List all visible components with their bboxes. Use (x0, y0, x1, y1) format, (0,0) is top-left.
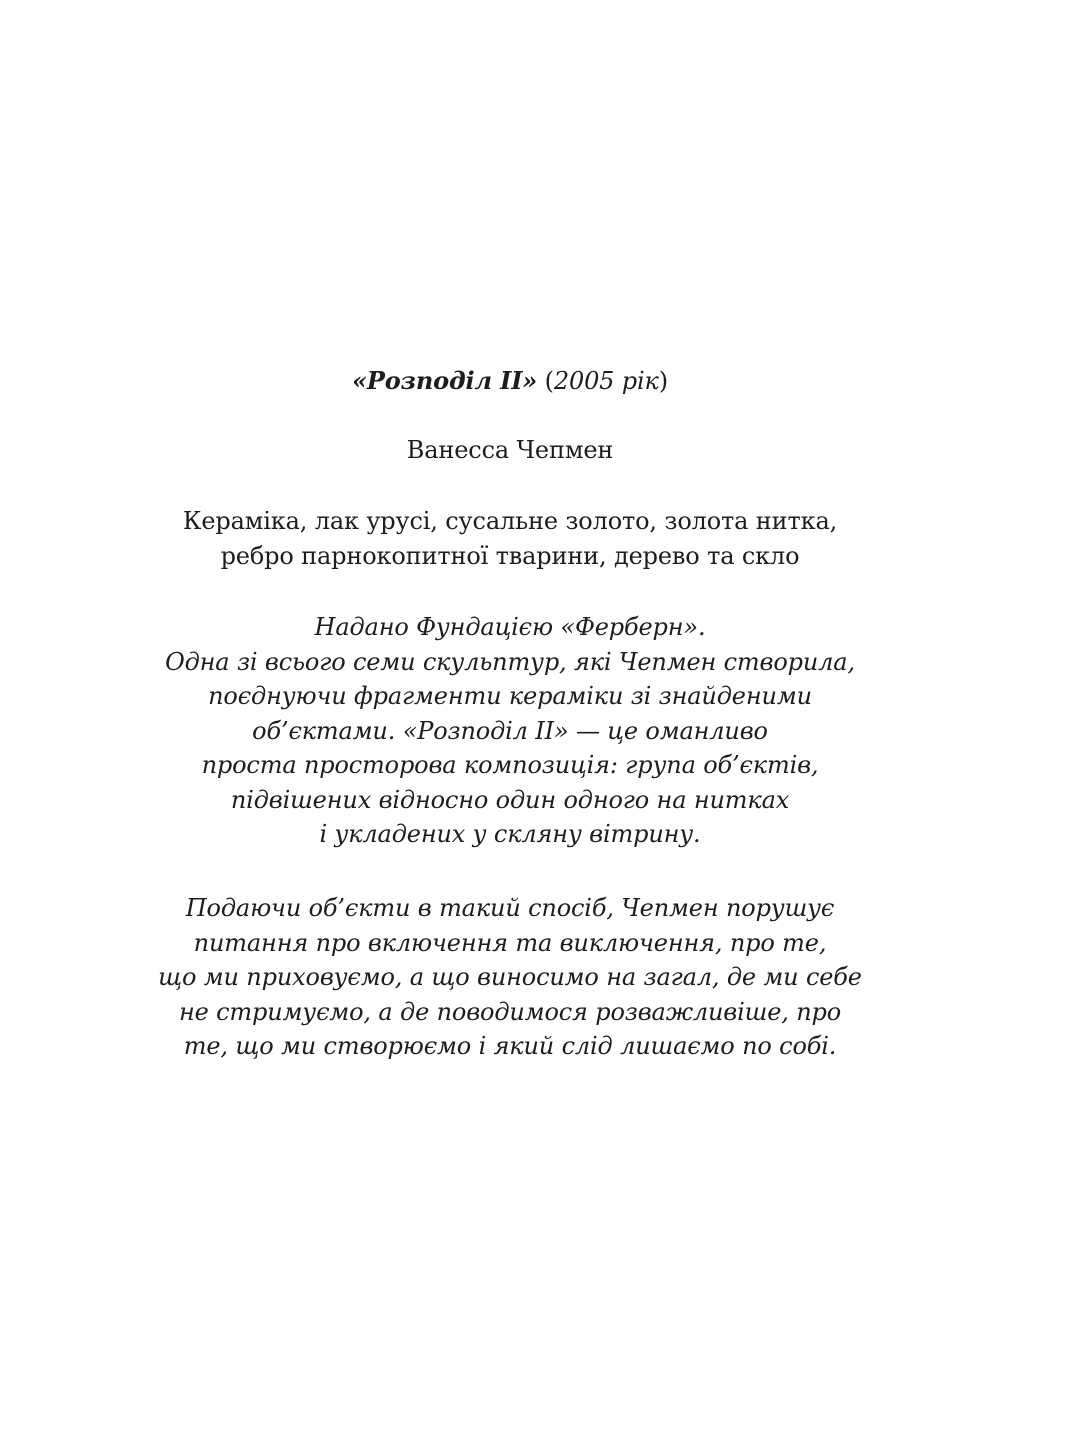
artist-name-block (140, 433, 880, 468)
artwork-title-line (140, 364, 880, 399)
paren-open: ( (537, 367, 554, 395)
description-paragraph (140, 891, 880, 1064)
paren-close: ) (658, 367, 668, 395)
description-line: не стримуємо, а де поводимося розважливіше, про (178, 997, 842, 1026)
credit-line: проста просторова композиція: група об’єктів, (201, 751, 819, 779)
credit-line: поєднуючи фрагменти кераміки зі знайденими (208, 682, 812, 710)
description-line: те, що ми створюємо і який слід лишаємо по собі. (183, 1032, 837, 1060)
description-line: що ми приховуємо, а що виносимо на загал, де ми себе (158, 963, 862, 991)
credit-paragraph (140, 610, 880, 852)
credit-line: і укладених у скляну вітрину. (319, 820, 701, 848)
credit-line: Надано Фундацією «Ферберн». (314, 613, 706, 641)
credit-line: підвішених відносно один одного на нитках (230, 785, 790, 814)
artist-name: Ванесса Чепмен (406, 436, 614, 464)
description-line: питання про включення та виключення, про те, (193, 928, 827, 957)
credit-line: Одна зі всього семи скульптур, які Чепмен створила, (165, 647, 855, 676)
artwork-year: 2005 рік (553, 367, 659, 395)
credit-line: об’єктами. «Розподіл II» — це оманливо (252, 716, 768, 745)
materials-block (140, 504, 880, 573)
artwork-title: «Розподіл II» (352, 366, 538, 395)
materials-line: Кераміка, лак урусі, сусальне золото, золота нитка, (182, 507, 838, 535)
description-line: Подаючи об’єкти в такий спосіб, Чепмен порушує (185, 894, 835, 922)
materials-line: ребро парнокопитної тварини, дерево та скло (220, 541, 800, 570)
